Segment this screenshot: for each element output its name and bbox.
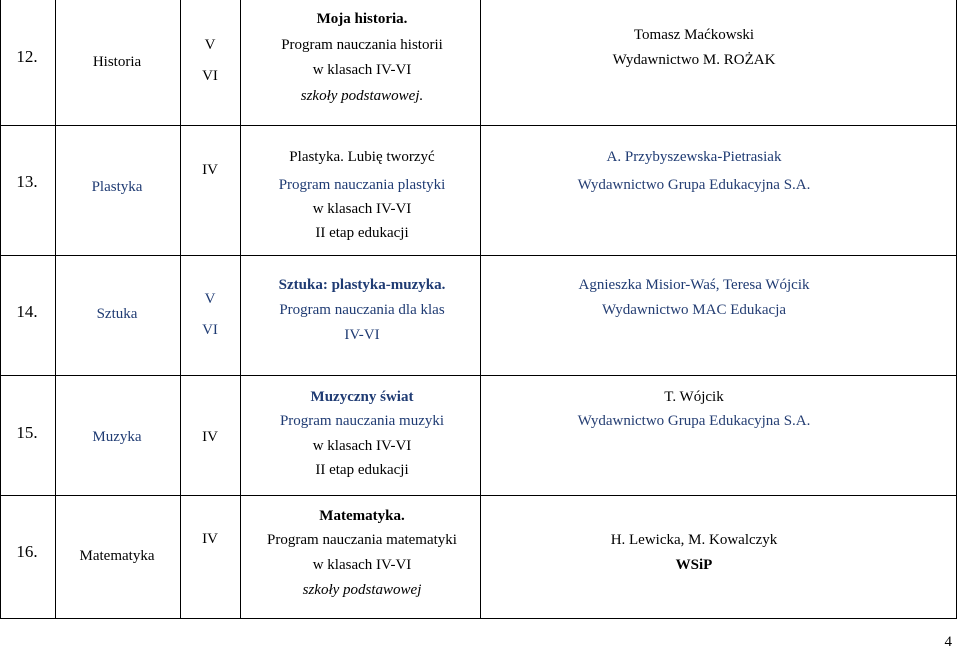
program-line: Program nauczania matematyki <box>267 532 457 548</box>
class-level: IV <box>202 162 218 178</box>
publisher-cell: Wydawnictwo Grupa Edukacyjna S.A. <box>577 177 811 193</box>
author-cell: Tomasz Maćkowski <box>633 27 755 43</box>
row-number: 12. <box>16 47 38 66</box>
class-level: IV <box>202 429 218 445</box>
program-line: Program nauczania muzyki <box>279 413 445 429</box>
program-title: Moja historia. <box>316 11 408 27</box>
row-number: 13. <box>16 172 38 191</box>
program-line: II etap edukacji <box>315 225 409 241</box>
class-level: VI <box>202 322 218 338</box>
program-line: IV-VI <box>344 327 380 343</box>
publisher-cell: Wydawnictwo Grupa Edukacyjna S.A. <box>577 413 811 429</box>
program-line: w klasach IV-VI <box>312 201 412 217</box>
program-line: w klasach IV-VI <box>312 62 412 78</box>
subject-cell: Matematyka <box>79 548 155 564</box>
subject-cell: Historia <box>92 54 142 70</box>
program-title: Muzyczny świat <box>310 389 414 405</box>
row-divider <box>0 125 957 126</box>
table-border-bottom <box>0 618 957 619</box>
class-level: V <box>204 291 216 307</box>
program-line: w klasach IV-VI <box>312 438 412 454</box>
class-level: V <box>204 37 216 53</box>
row-number: 14. <box>16 302 38 321</box>
author-cell: A. Przybyszewska-Pietrasiak <box>606 149 782 165</box>
row-number: 16. <box>16 542 38 561</box>
publisher-cell: Wydawnictwo M. ROŻAK <box>612 52 776 68</box>
table-border-left <box>0 0 1 618</box>
row-divider <box>0 255 957 256</box>
program-line: szkoły podstawowej. <box>300 88 424 104</box>
author-cell: T. Wójcik <box>664 389 724 405</box>
table-border-right <box>956 0 957 618</box>
subject-cell: Sztuka <box>96 306 138 322</box>
subject-cell: Plastyka <box>91 179 143 195</box>
program-line: szkoły podstawowej <box>302 582 422 598</box>
column-divider <box>180 0 181 618</box>
column-divider <box>55 0 56 618</box>
program-line: II etap edukacji <box>315 462 409 478</box>
subject-cell: Muzyka <box>92 429 142 445</box>
author-cell: Agnieszka Misior-Waś, Teresa Wójcik <box>578 277 810 293</box>
row-divider <box>0 375 957 376</box>
row-number: 15. <box>16 423 38 442</box>
class-level: VI <box>202 68 218 84</box>
author-cell: H. Lewicka, M. Kowalczyk <box>610 532 778 548</box>
page-number: 4 <box>944 634 952 650</box>
program-line: Program nauczania historii <box>281 37 443 53</box>
program-title: Sztuka: plastyka-muzyka. <box>278 277 446 293</box>
program-line: Program nauczania dla klas <box>279 302 445 318</box>
program-line: Program nauczania plastyki <box>278 177 446 193</box>
program-title: Matematyka. <box>319 508 405 524</box>
row-divider <box>0 495 957 496</box>
program-line: w klasach IV-VI <box>312 557 412 573</box>
column-divider <box>480 0 481 618</box>
program-title: Plastyka. Lubię tworzyć <box>289 149 435 165</box>
class-level: IV <box>202 531 218 547</box>
column-divider <box>240 0 241 618</box>
publisher-cell: Wydawnictwo MAC Edukacja <box>601 302 787 318</box>
publisher-cell: WSiP <box>675 557 713 573</box>
